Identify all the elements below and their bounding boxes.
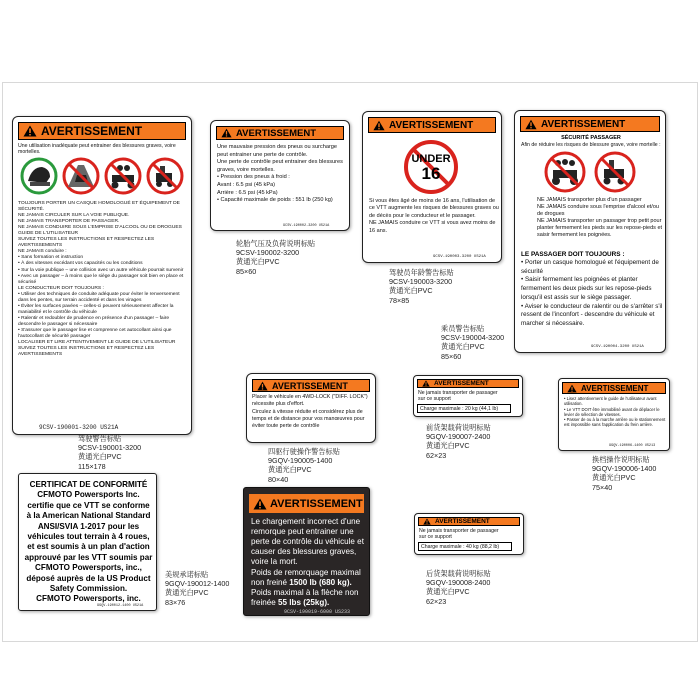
caption-code: 9CSV-190004-3200 [441, 333, 505, 343]
label-header [18, 122, 186, 140]
caption-name: 轮胎气压及负荷说明标贴 [236, 239, 316, 248]
label-title: AVERTISSEMENT [581, 383, 649, 393]
caption-name: 驾驶员年龄警告标贴 [389, 268, 454, 277]
no-alcohol-passenger-icon [596, 153, 634, 191]
passenger-pictograms [543, 151, 639, 193]
caption-material: 黄通光白PVC [389, 286, 433, 296]
label-title: AVERTISSEMENT [541, 118, 626, 130]
rear-rack-caption [426, 569, 491, 606]
part-code: 9CSV-190019-6000 US233 [284, 609, 351, 615]
part-code: 9GQV-190006-1400 US213 [609, 444, 656, 448]
towing-body-text: Le chargement incorrect d'une remorque peut entrainer une perte de contrôle du véhicule et causer des blessures graves, voire la mort. [251, 517, 364, 566]
caption-material: 黄通光白PVC [268, 465, 312, 475]
caption-material: 黄通光白PVC [426, 441, 470, 451]
label-header [249, 494, 364, 513]
warning-triangle-icon [257, 381, 268, 391]
warning-body-text: TOUJOURS PORTER UN CASQUE HOMOLOGUÉ ET ÉQUIPEMENT DE SÉCURITÉ. NE JAMAIS CIRCULER SUR LA VOIE PUBLIQUE. NE JAMAIS TRANSPORTER DE PASSAGER. NE JAMAIS CONDUIRE SOUS L'EMPRISE D'ALCOOL OU DE DROGUES GUIDE DE L'UTILISATEUR SUIVEZ TOUTES LES INSTRUCTIONS ET RESPECTEZ LES AVERTISSEMENTS NE JAMAIS conduire : • Sans formation et instruction • À des vitesses excédant vos capacités ou les conditions • Sur la voie publique – une collision avec un autre véhicule pourrait survenir • Avec un passager – à moins que le siège du passager soit bien en place et sécurisé LE CONDUCTEUR DOIT TOUJOURS : • Utiliser des techniques de conduite adéquate pour éviter le renversement dans les pentes, sur terrain accidenté et dans les virages • Éviter les surfaces pavées – celles-ci peuvent sérieusement affecter la maniabilité et le contrôle du véhicule • Ralentir et redoubler de prudence en présence d'un passager – faire descendre le passager si nécessaire • S'assurer que le passager lise et comprenne cet autocollant ainsi que l'autocollant de sécurité passager LOCALISER ET LIRE ATTENTIVEMENT LE GUIDE DE L'UTILISATEUR SUIVEZ TOUTES LES INSTRUCTIONS ET RESPECTEZ LES AVERTISSEMENTS [18, 201, 184, 358]
tire-pressure-caption [236, 239, 315, 276]
caption-code: 9CSV-190001-3200 [78, 443, 142, 453]
age-warning-label [362, 111, 502, 263]
caption-name: 乘员警告标贴 [441, 324, 485, 333]
caption-code: 9GQV-190007-2400 [426, 432, 491, 442]
pictogram-row [20, 157, 186, 195]
label-header [368, 117, 496, 133]
caption-name: 前货架载荷说明标贴 [426, 423, 491, 432]
towing-label [243, 487, 370, 616]
towing-max-load [251, 568, 365, 588]
caption-name: 美规承诺标贴 [165, 570, 209, 579]
rear-rack-line1: Ne jamais transporter de passager [419, 528, 499, 534]
gearshift-label [558, 378, 670, 451]
caption-material: 黄通光白PVC [426, 587, 470, 597]
main-warning-caption [78, 434, 141, 471]
under-16-prohibition-icon [403, 139, 459, 195]
warning-triangle-icon [23, 125, 37, 137]
caption-code: 9GQV-190005-1400 [268, 456, 333, 466]
label-title: AVERTISSEMENT [236, 127, 317, 139]
caption-code: 9GQV-190012-1400 [165, 579, 230, 589]
gearshift-body: • Lisez attentivement le guide de l'utilisateur avant utilisation. • Le VTT DOIT être immobilisé avant de déplacer le levier de sélection de vitesses. • Passer de ou à la marche arrière ou le stationnement est impossible sans l'application du frein arrière. [564, 396, 666, 428]
diff-lock-body: Placer le véhicule en 4WD-LOCK ("DIFF. LOCK") nécessite plus d'effort. Circulez à vitesse réduite et considérez plus de temps et de distance pour vos manœuvres pour éviter toute perte de contrôle [252, 394, 368, 430]
label-title: AVERTISSEMENT [41, 124, 143, 138]
warning-triangle-icon [525, 119, 537, 130]
caption-size: 85×60 [236, 266, 257, 276]
age-body-text: Si vous êtes âgé de moins de 16 ans, l'utilisation de ce VTT augmente les risques de blessures graves ou de décès pour le conducteur et le passager. NE JAMAIS conduire ce VTT si vous avez moins de 16 ans. [369, 198, 499, 234]
towing-max-load-label: Poids de remorquage maximal non freiné [251, 568, 361, 587]
label-title: AVERTISSEMENT [434, 380, 489, 387]
warning-triangle-icon [423, 518, 431, 525]
towing-tongue-weight [251, 588, 365, 608]
part-code: 9CSV-190001-3200 US21A [39, 424, 119, 431]
passenger-intro: Afin de réduire les risques de blessure grave, voire mortelle : [521, 142, 661, 148]
certificate-caption [165, 570, 229, 607]
part-code: 9CSV-190003-3200 US21A [433, 255, 486, 259]
caption-name: 四驱行驶操作警告标贴 [268, 447, 340, 456]
caption-size: 85×60 [441, 351, 462, 361]
caption-code: 9GQV-190008-2400 [426, 578, 491, 588]
certificate-label [18, 473, 157, 611]
under-text: UNDER [411, 153, 451, 165]
label-title: AVERTISSEMENT [270, 497, 363, 510]
no-road-riding-icon [64, 159, 98, 193]
warning-triangle-icon [567, 384, 577, 393]
warning-triangle-icon [422, 380, 430, 387]
gearshift-caption [592, 455, 656, 492]
caption-size: 62×23 [426, 596, 447, 606]
caption-code: 9CSV-190003-3200 [389, 277, 453, 287]
caption-name: 换档操作说明标贴 [592, 455, 650, 464]
label-title: AVERTISSEMENT [272, 380, 348, 391]
towing-tongue-label: Poids maximal à la flèche non freinée [251, 588, 359, 607]
helmet-rider-safe-icon [22, 159, 56, 193]
caption-material: 黄通光白PVC [236, 257, 280, 267]
intro-text: Une utilisation inadéquate peut entrainer des blessures graves, voire mortelles. [18, 143, 176, 156]
caption-size: 80×40 [268, 474, 289, 484]
label-title: AVERTISSEMENT [435, 518, 490, 525]
part-code: 9GQV-190012-1400 US21A [97, 604, 144, 608]
caption-material: 黄通光白PVC [78, 452, 122, 462]
passenger-rules: NE JAMAIS transporter plus d'un passager NE JAMAIS conduire sous l'emprise d'alcool et/ou de drogues NE JAMAIS transporter un passager trop petit pour planter fermement les pieds sur les repose-pieds et saisir fermement les poignées. [537, 197, 663, 238]
diff-lock-label [246, 373, 376, 443]
label-title: AVERTISSEMENT [389, 119, 474, 131]
caption-code: 9GQV-190006-1400 [592, 464, 657, 474]
warning-triangle-icon [221, 128, 232, 138]
main-warning-label [12, 116, 192, 435]
caption-name: 驾驶警告标贴 [78, 434, 122, 443]
caption-material: 黄通光白PVC [441, 342, 485, 352]
warning-triangle-icon [253, 498, 267, 510]
caption-size: 75×40 [592, 482, 613, 492]
tire-pressure-label [210, 120, 350, 231]
label-header [520, 116, 660, 132]
part-code: 9CSV-190002-3200 US21A [283, 224, 330, 228]
caption-code: 9CSV-190002-3200 [236, 248, 300, 258]
front-rack-caption [426, 423, 491, 460]
caption-material: 黄通光白PVC [165, 588, 209, 598]
age-number-text: 16 [421, 164, 441, 183]
diff-lock-caption [268, 447, 340, 484]
caption-size: 62×23 [426, 450, 447, 460]
label-header [252, 379, 370, 392]
towing-tongue-value: 55 lbs (25kg). [278, 597, 330, 607]
caption-name: 后货架载荷说明标贴 [426, 569, 491, 578]
passenger-heading: LE PASSAGER DOIT TOUJOURS : [521, 251, 625, 258]
warning-triangle-icon [373, 120, 385, 131]
rear-rack-label [414, 513, 524, 555]
passenger-subtitle: SÉCURITÉ PASSAGER [561, 135, 621, 141]
rear-rack-max-load: Charge maximale : 40 kg (88,2 lb) [418, 542, 512, 551]
front-rack-line1: Ne jamais transporter de passager [418, 390, 498, 396]
part-code: 9CSV-190004-3200 US21A [591, 345, 644, 349]
certificate-text: CERTIFICAT DE CONFORMITÉ CFMOTO Powersports Inc. certifie que ce VTT se conforme à la American National Standard ANSI/SVIA 1-2017 pour les véhicules tout terrain à 4 roues, et est soumis à un plan d'action approuvé par les VTT soumis par CFMOTO Powersports, inc., déposé auprès de la US Product Safety Commission. CFMOTO Powersports, inc. [24, 480, 153, 604]
label-header [418, 517, 520, 526]
caption-size: 115×178 [78, 461, 106, 471]
age-warning-caption [389, 268, 454, 305]
tire-body-text: Une mauvaise pression des pneus ou surcharge peut entrainer une perte de contrôle. Une perte de contrôle peut entrainer des blessures graves, voire mortelles. • Pression des pneus à froid : Avant : 6.5 psi (45 kPa) Arrière : 6.5 psi (45 kPa) • Capacité maximale de poids : 551 lb (250 kg) [217, 144, 343, 204]
towing-max-load-value: 1500 lb (680 kg). [289, 577, 352, 587]
front-rack-line2: sur ce support [418, 396, 451, 402]
no-alcohol-icon [148, 159, 182, 193]
caption-size: 83×76 [165, 597, 186, 607]
label-header [562, 382, 666, 394]
caption-material: 黄通光白PVC [592, 473, 636, 483]
label-header [216, 126, 344, 140]
passenger-safety-label [514, 110, 666, 353]
label-header [417, 379, 519, 388]
rear-rack-line2: sur ce support [419, 534, 452, 540]
passenger-body: • Porter un casque homologué et l'équipement de sécurité • Saisir fermement les poignées et planter fermement les deux pieds sur les repose-pieds lorsqu'il est assis sur le siège passager. • Aviser le conducteur de ralentir ou de s'arrêter s'il ressent de l'inconfort - descendre du véhicule et marcher si nécessaire. [521, 259, 663, 327]
caption-size: 78×85 [389, 295, 410, 305]
front-rack-max-load: Charge maximale : 20 kg (44,1 lb) [417, 404, 511, 413]
passenger-caption [441, 324, 504, 361]
no-multiple-passengers-icon [546, 153, 584, 191]
no-passenger-icon [106, 159, 140, 193]
front-rack-label [413, 375, 523, 417]
